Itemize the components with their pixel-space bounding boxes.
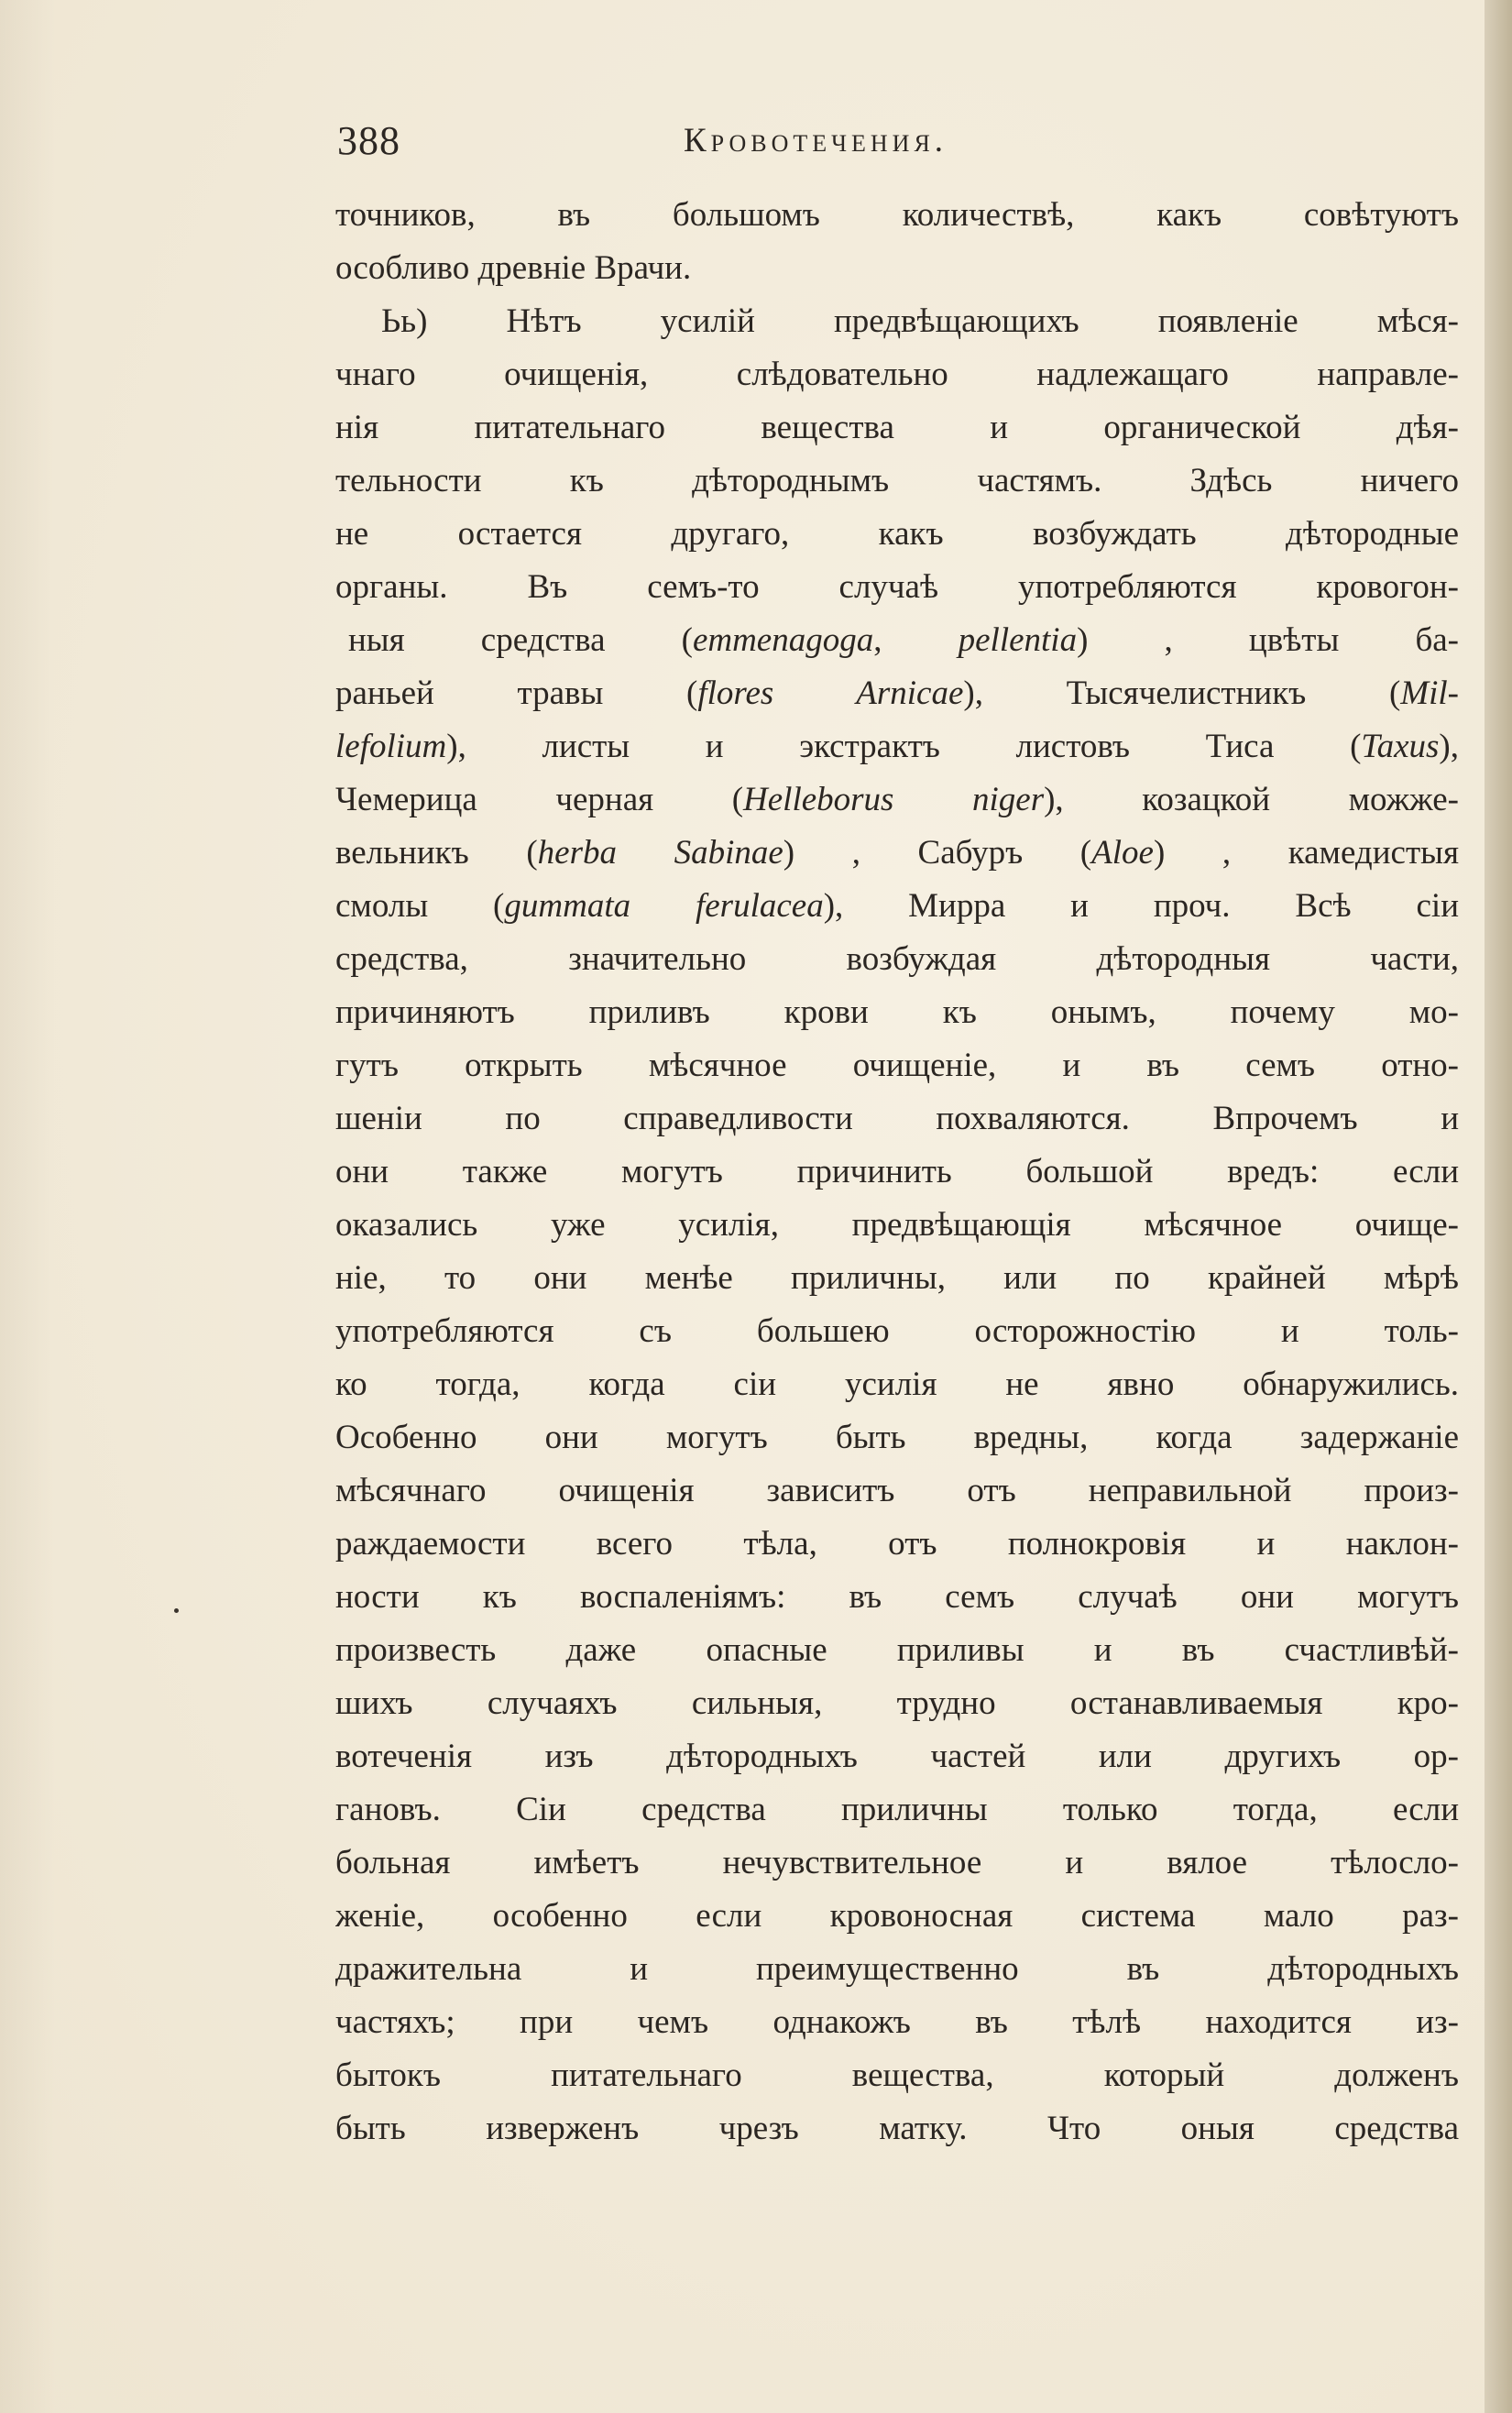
text-run: ), козацкой можже- xyxy=(1044,781,1459,818)
text-line xyxy=(335,1358,1459,1411)
text-run: вотеченія изъ дѣтородныхъ частей или другихъ ор- xyxy=(335,1738,1459,1775)
text-line xyxy=(335,1677,1459,1730)
text-run: ніе, то они менѣе приличны, или по крайней мѣрѣ xyxy=(335,1259,1459,1297)
latin-term: herba Sabinae xyxy=(537,834,783,872)
latin-term: Helleborus niger xyxy=(743,781,1045,818)
text-line xyxy=(335,1305,1459,1358)
page-number: 388 xyxy=(337,118,400,163)
text-run: органы. Въ семъ-то случаѣ употребляются кровогон- xyxy=(335,568,1459,606)
latin-term: lefolium xyxy=(335,728,447,765)
text-run: , xyxy=(873,621,959,659)
text-line xyxy=(335,1783,1459,1837)
text-line xyxy=(335,1464,1459,1518)
text-run: гутъ открыть мѣсячное очищеніе, и въ семъ отно- xyxy=(335,1047,1459,1084)
text-run: частяхъ; при чемъ однакожъ въ тѣлѣ находится из- xyxy=(335,2003,1459,2041)
text-line xyxy=(335,667,1459,720)
text-line xyxy=(335,295,1459,348)
text-line xyxy=(335,348,1459,401)
text-run: раньей травы ( xyxy=(335,675,698,712)
text-run: бытокъ питательнаго вещества, который долженъ xyxy=(335,2057,1459,2094)
text-run: быть изверженъ чрезъ матку. Что оныя средства xyxy=(335,2110,1459,2147)
text-line xyxy=(335,1411,1459,1464)
text-run: они также могутъ причинить большой вредъ: если xyxy=(335,1153,1459,1190)
text-line xyxy=(335,2102,1459,2155)
text-line xyxy=(335,1199,1459,1252)
latin-term: Aloe xyxy=(1091,834,1154,872)
latin-term: Taxus xyxy=(1361,728,1440,765)
text-run: мѣсячнаго очищенія зависитъ отъ неправильной произ- xyxy=(335,1472,1459,1509)
text-run: больная имѣетъ нечувствительное и вялое тѣлосло- xyxy=(335,1844,1459,1881)
text-run: ) , камедистыя xyxy=(1153,834,1459,872)
text-run: средства, значительно возбуждая дѣтородныя части, xyxy=(335,940,1459,978)
text-line xyxy=(335,1252,1459,1305)
text-line xyxy=(335,189,1459,242)
body-text xyxy=(335,189,1459,2155)
text-run: Особенно они могутъ быть вредны, когда задержаніе xyxy=(335,1419,1459,1456)
text-line xyxy=(335,508,1459,561)
text-run: оказались уже усилія, предвѣщающія мѣсячное очище- xyxy=(335,1206,1459,1244)
text-run: употребляются съ большею осторожностію и толь- xyxy=(335,1312,1459,1350)
running-head: Кровотечения. xyxy=(684,122,948,159)
text-run: ), Тысячелистникъ ( xyxy=(963,675,1401,712)
text-line xyxy=(335,720,1459,773)
text-run: женіе, особенно если кровоносная система мало раз- xyxy=(335,1897,1459,1935)
text-line xyxy=(335,1730,1459,1783)
text-line xyxy=(335,1890,1459,1943)
text-run: вельникъ ( xyxy=(335,834,538,872)
latin-term: pellentia xyxy=(958,621,1078,659)
latin-term: emmenagoga xyxy=(692,621,874,659)
text-run: дражительна и преимущественно въ дѣтородныхъ xyxy=(335,1950,1459,1988)
text-run: тельности къ дѣтороднымъ частямъ. Здѣсь ничего xyxy=(335,462,1459,499)
text-line xyxy=(335,455,1459,508)
text-line xyxy=(335,827,1459,880)
text-line xyxy=(335,986,1459,1039)
text-run: смолы ( xyxy=(335,887,505,925)
text-run: причиняютъ приливъ крови къ онымъ, почему мо- xyxy=(335,993,1459,1031)
text-run: ко тогда, когда сіи усилія не явно обнаружились. xyxy=(335,1366,1459,1403)
text-line xyxy=(335,1837,1459,1890)
text-run: ныя средства ( xyxy=(348,621,693,659)
text-line xyxy=(335,561,1459,614)
text-run: не остается другаго, какъ возбуждать дѣтородные xyxy=(335,515,1459,553)
text-run: чнаго очищенія, слѣдовательно надлежащаго направле- xyxy=(335,356,1459,393)
ink-speck xyxy=(174,1608,179,1613)
text-run: нія питательнаго вещества и органической дѣя- xyxy=(335,409,1459,446)
latin-term: Mil- xyxy=(1400,675,1459,712)
text-line xyxy=(335,1571,1459,1624)
text-line xyxy=(335,401,1459,455)
text-line xyxy=(335,933,1459,986)
text-run: ), листы и экстрактъ листовъ Тиса ( xyxy=(446,728,1362,765)
latin-term: flores Arnicae xyxy=(697,675,964,712)
text-run: шеніи по справедливости похваляются. Впрочемъ и xyxy=(335,1100,1459,1137)
text-run: ) , Сабуръ ( xyxy=(783,834,1092,872)
text-line xyxy=(335,242,1459,295)
text-run: гановъ. Сіи средства приличны только тогда, если xyxy=(335,1791,1459,1828)
text-run: шихъ случаяхъ сильныя, трудно останавливаемыя кро- xyxy=(335,1684,1459,1722)
text-run: ) , цвѣты ба- xyxy=(1077,621,1459,659)
text-line xyxy=(335,1996,1459,2049)
text-line xyxy=(335,2049,1459,2102)
text-run: Ьь) Нѣтъ усилій предвѣщающихъ появленіе мѣся- xyxy=(381,302,1459,340)
text-line xyxy=(335,1624,1459,1677)
text-line xyxy=(335,614,1459,667)
text-run: ), xyxy=(1439,728,1459,765)
text-run: ности къ воспаленіямъ: въ семъ случаѣ они могутъ xyxy=(335,1578,1459,1616)
text-line xyxy=(335,1943,1459,1996)
page-edge-shadow xyxy=(1485,0,1512,2413)
text-run: точников, въ большомъ количествѣ, какъ совѣтуютъ xyxy=(335,196,1459,234)
text-line xyxy=(335,1092,1459,1146)
page-header xyxy=(335,117,1459,172)
text-line xyxy=(335,1146,1459,1199)
text-line xyxy=(335,1518,1459,1571)
text-run: произвесть даже опасные приливы и въ счастливѣй- xyxy=(335,1631,1459,1669)
text-line xyxy=(335,1039,1459,1092)
text-run: особливо древніе Врачи. xyxy=(335,249,692,287)
text-line xyxy=(335,880,1459,933)
text-run: раждаемости всего тѣла, отъ полнокровія и наклон- xyxy=(335,1525,1459,1563)
latin-term: gummata ferulacea xyxy=(504,887,824,925)
text-run: ), Мирра и проч. Всѣ сіи xyxy=(823,887,1459,925)
text-line xyxy=(335,773,1459,827)
text-run: Чемерица черная ( xyxy=(335,781,744,818)
